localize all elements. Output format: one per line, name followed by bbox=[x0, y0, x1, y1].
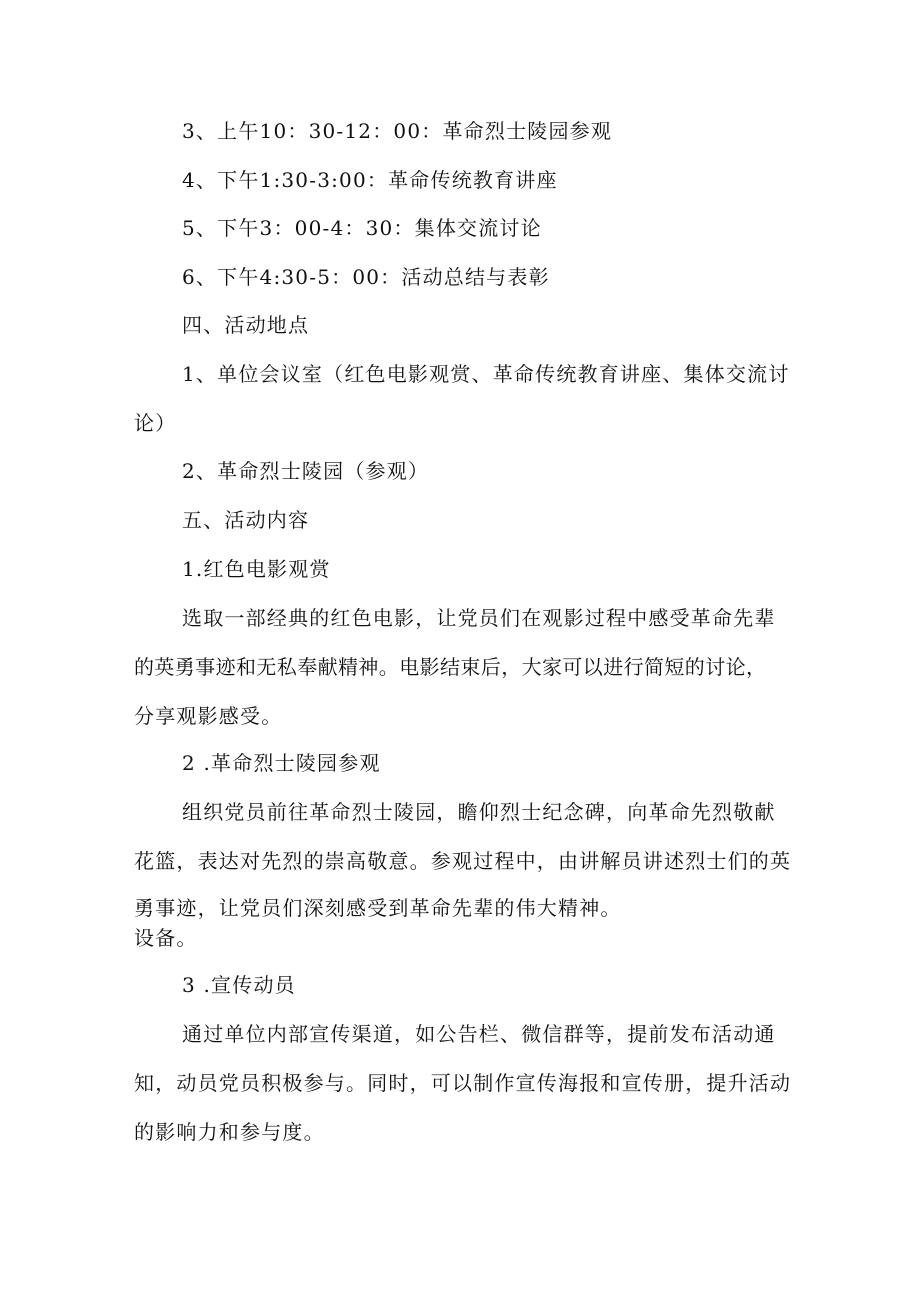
location-item-1-line-2: 论） bbox=[134, 411, 177, 435]
content-item-2-heading: 2 .革命烈士陵园参观 bbox=[182, 751, 381, 775]
content-item-3-paragraph-line: 通过单位内部宣传渠道，如公告栏、微信群等，提前发布活动通 bbox=[182, 1022, 776, 1046]
content-item-2-paragraph-line: 勇事迹，让党员们深刻感受到革命先辈的伟大精神。 bbox=[134, 896, 622, 920]
schedule-item-5: 5、下午3：00-4：30：集体交流讨论 bbox=[182, 216, 542, 240]
content-item-3-paragraph-line: 的影响力和参与度。 bbox=[134, 1120, 325, 1144]
content-item-3-paragraph-line: 知，动员党员积极参与。同时，可以制作宣传海报和宣传册，提升活动 bbox=[134, 1071, 792, 1095]
schedule-item-6: 6、下午4:30-5：00：活动总结与表彰 bbox=[182, 265, 550, 289]
location-item-1-line-1: 1、单位会议室（红色电影观赏、革命传统教育讲座、集体交流讨 bbox=[182, 362, 790, 386]
content-item-1-paragraph-line: 的英勇事迹和无私奉献精神。电影结束后，大家可以进行简短的讨论， bbox=[134, 655, 767, 679]
section-heading-location: 四、活动地点 bbox=[182, 313, 310, 337]
content-item-2-paragraph-line: 花篮，表达对先烈的崇高敬意。参观过程中，由讲解员讲述烈士们的英 bbox=[134, 849, 792, 873]
content-item-1-paragraph-line: 选取一部经典的红色电影，让党员们在观影过程中感受革命先辈 bbox=[182, 606, 776, 630]
content-item-1-heading: 1.红色电影观赏 bbox=[182, 557, 331, 581]
schedule-item-3: 3、上午10：30-12：00：革命烈士陵园参观 bbox=[182, 119, 613, 143]
content-item-3-heading: 3 .宣传动员 bbox=[182, 973, 296, 997]
schedule-item-4: 4、下午1:30-3:00：革命传统教育讲座 bbox=[182, 168, 558, 192]
stray-text: 设备。 bbox=[134, 926, 198, 950]
content-item-2-paragraph-line: 组织党员前往革命烈士陵园，瞻仰烈士纪念碑，向革命先烈敬献 bbox=[182, 800, 776, 824]
section-heading-content: 五、活动内容 bbox=[182, 508, 310, 532]
location-item-2: 2、革命烈士陵园（参观） bbox=[182, 459, 430, 483]
content-item-1-paragraph-line: 分享观影感受。 bbox=[134, 704, 283, 728]
